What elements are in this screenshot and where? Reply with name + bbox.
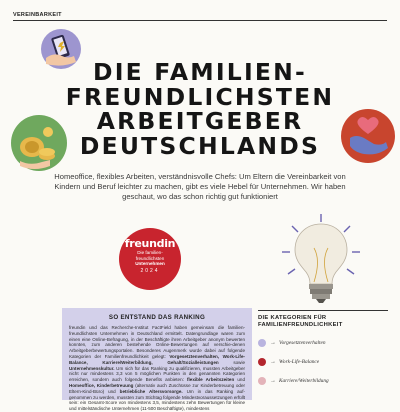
category-label: Work-Life-Balance — [279, 358, 320, 365]
coins-illustration — [10, 114, 68, 172]
badge-brand: freundin — [124, 237, 176, 250]
categories-title-line-1: DIE KATEGORIEN FÜR — [258, 314, 327, 321]
kicker-rule — [13, 20, 387, 21]
category-label: Karriere/Weiterbildung — [279, 377, 329, 384]
lightbulb-illustration — [278, 212, 364, 304]
ranking-text-1: freundin und das Recherche-Institut FactField haben gemeinsam die familien-freundlichsten Unternehmen in Deutschland ermittelt. Datengrundlage waren zum einen eine Online-Befragung, in der Beschäftigte ihren Arbeitgeber anonym bewerten konnten, zum anderen bestehende Online-Bewertungen auf verschie-denen Arbeitgeberbewertungsportalen. Besonderes Augenmerk wurde dabei auf folgende Kategorien der Familienfreundlichkeit gelegt: — [69, 325, 245, 359]
arrow-right-icon: → — [270, 339, 276, 346]
categories-title — [258, 315, 388, 329]
headline — [62, 60, 338, 158]
ranking-text-3: (alternativ auch Zuschüsse zur Kinderbetreuung oder Eltern-Kind-Büro) und — [69, 382, 245, 394]
headline-line-3: ARBEITGEBER — [96, 107, 304, 135]
deck-text: Homeoffice, flexibles Arbeiten, verständnisvolle Chefs: Um Eltern die Vereinbarkeit von Kindern und Beruf leichter zu machen, gibt es viele Hebel für Unternehmen. Wir haben geschaut, wo das schon richtig gut funktioniert — [54, 172, 346, 201]
ranking-bold-homeoffice: Homeoffice, Kinderbetreuung — [69, 382, 134, 388]
ranking-text-und: und — [234, 377, 245, 383]
kicker-label: VEREINBARKEIT — [13, 12, 62, 18]
category-item — [258, 357, 388, 367]
arrow-right-icon: → — [270, 358, 276, 365]
heart-hand-illustration — [340, 108, 396, 164]
freundin-badge — [119, 228, 181, 290]
ranking-body — [69, 325, 245, 412]
ranking-text-4: Um in das Ranking auf-genommen zu werden, mussten zum Stichtag folgende Mindestvoraussetzungen erfüllt sein: ein Gesamt-Score von mindestens 3,5, mindestens zehn Bewertungen für kleine und mittelständische Unternehmen (11-500 Beschäftigte), mindestens — [69, 388, 245, 412]
categories-rule — [258, 310, 388, 311]
category-item — [258, 338, 388, 348]
category-item — [258, 376, 388, 386]
ranking-bold-categories: Vorgesetztenverhalten, Work-Life-Balance, Karriere/Weiterbildung, Gehalt/Sozialleistungen — [69, 353, 245, 365]
headline-line-4: DEUTSCHLANDS — [79, 131, 321, 160]
categories-panel — [258, 310, 388, 386]
category-dot — [258, 339, 266, 347]
ranking-bold-pension: betriebliche Altersvorsorge. — [119, 388, 183, 394]
headline-line-1: DIE FAMILIEN- — [93, 58, 307, 86]
arrow-right-icon: → — [270, 377, 276, 384]
badge-line-1: Die familien- — [137, 250, 163, 255]
ranking-box — [62, 308, 252, 412]
headline-line-2: FREUNDLICHSTEN — [65, 82, 335, 111]
category-label: Vorgesetztenverhalten — [279, 339, 326, 346]
badge-year: 2024 — [140, 267, 160, 274]
ranking-bold-culture: Unternehmenskultur. — [69, 365, 115, 371]
badge-line-2: freundlichsten — [135, 255, 165, 261]
ranking-bold-flex: flexible Arbeitszeiten — [187, 377, 235, 383]
ranking-title: SO ENTSTAND DAS RANKING — [108, 314, 206, 321]
badge-line-3: Unternehmen — [135, 261, 165, 267]
categories-title-line-2: FAMILIENFREUNDLICHKEIT — [258, 321, 343, 328]
category-dot — [258, 377, 266, 385]
ranking-text-2: Um sich für das Ranking zu qualifizieren, mussten Arbeitgeber nicht nur mindestens 3,3 von 5 möglichen Punkten in den genannten Kategorien erreichen, sondern auch folgende Benefits anbieten: — [69, 365, 245, 383]
category-dot — [258, 358, 266, 366]
ranking-text-sowie: sowie — [218, 359, 245, 365]
